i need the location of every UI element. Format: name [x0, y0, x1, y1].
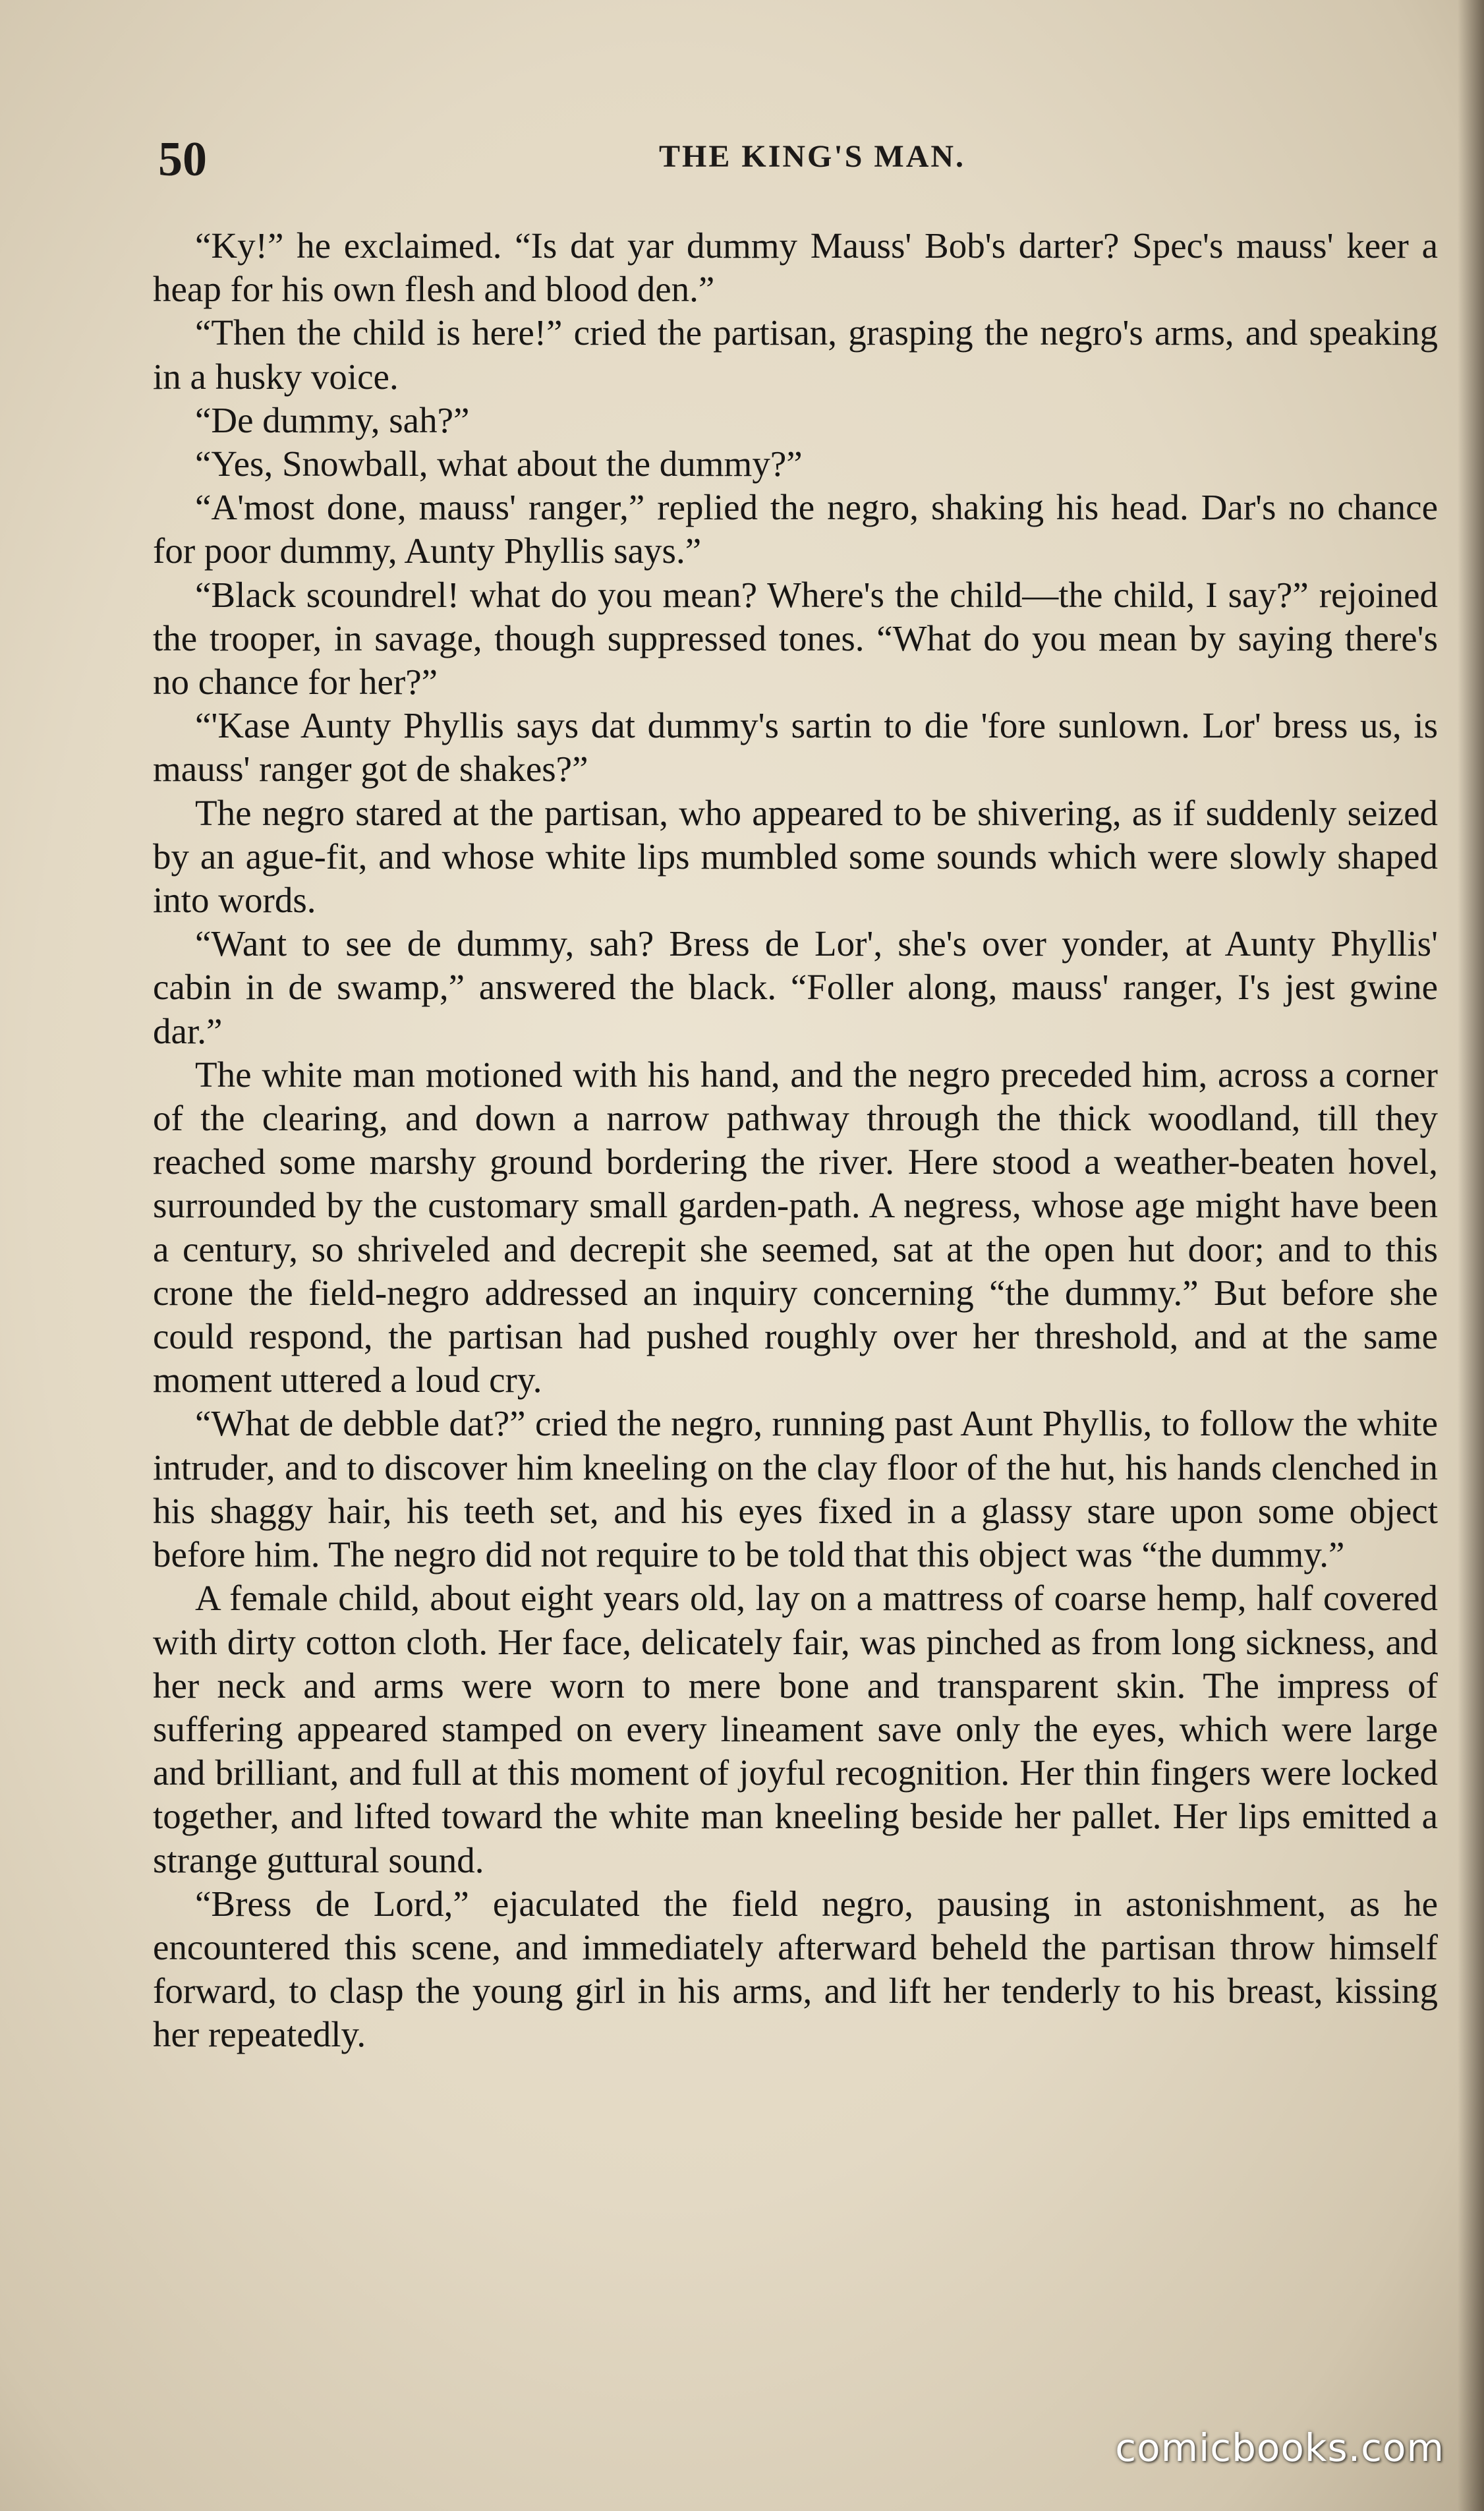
paragraph: “Want to see de dummy, sah? Bress de Lor', she's over yonder, at Aunty Phyllis' cabin in de swamp,” answered the black. “Foller along, mauss' ranger, I's jest gwine dar.”: [153, 923, 1438, 1051]
paragraph: “Yes, Snowball, what about the dummy?”: [195, 444, 803, 484]
paragraph: The negro stared at the partisan, who appeared to be shivering, as if suddenly seized by an ague-fit, and whose white lips mumbled some sounds which were slowly shaped into words.: [153, 792, 1438, 921]
paragraph: “Bress de Lord,” ejaculated the field negro, pausing in astonishment, as he encountered this scene, and immediately afterward beheld the partisan throw himself forward, to clasp the young girl in his arms, and lift her tenderly to his breast, kissing her repeatedly.: [153, 1883, 1438, 2055]
paragraph: A female child, about eight years old, lay on a mattress of coarse hemp, half covered with dirty cotton cloth. Her face, delicately fair, was pinched as from long sickness, and her neck and arms were worn to mere bone and transparent skin. The impress of suffering appeared stamped on every lineament save only the eyes, which were large and brilliant, and full at this moment of joyful recognition. Her thin fingers were locked together, and lifted toward the white man kneeling beside her pallet. Her lips emitted a strange guttural sound.: [153, 1578, 1438, 1880]
paragraph: “Black scoundrel! what do you mean? Where's the child—the child, I say?” rejoined the trooper, in savage, though suppressed tones. “What do you mean by saying there's no chance for her?”: [153, 574, 1438, 703]
page-number: 50: [158, 132, 207, 187]
page-header: [158, 132, 1450, 191]
paragraph: “Then the child is here!” cried the partisan, grasping the negro's arms, and speaking in a husky voice.: [153, 312, 1438, 397]
site-watermark: comicbooks.com: [1115, 2425, 1444, 2470]
running-title: THE KING'S MAN.: [659, 139, 966, 174]
paragraph: The white man motioned with his hand, and the negro preceded him, across a corner of the clearing, and down a narrow pathway through the thick woodland, till they reached some marshy ground bordering the river. Here stood a weather-beaten hovel, surrounded by the customary small garden-path. A negress, whose age might have been a century, so shriveled and decrepit she seemed, sat at the open hut door; and to this crone the field-negro addressed an inquiry concerning “the dummy.” But before she could respond, the partisan had pushed roughly over her threshold, and at the same moment uttered a loud cry.: [153, 1054, 1438, 1400]
paragraph: “De dummy, sah?”: [195, 399, 470, 440]
body-text: [153, 224, 1438, 2057]
paragraph: “Ky!” he exclaimed. “Is dat yar dummy Mauss' Bob's darter? Spec's mauss' keer a heap for his own flesh and blood den.”: [153, 225, 1438, 310]
paragraph: “'Kase Aunty Phyllis says dat dummy's sartin to die 'fore sunlown. Lor' bress us, is mauss' ranger got de shakes?”: [153, 705, 1438, 790]
paragraph: “What de debble dat?” cried the negro, running past Aunt Phyllis, to follow the white intruder, and to discover him kneeling on the clay floor of the hut, his hands clenched in his shaggy hair, his teeth set, and his eyes fixed in a glassy stare upon some object before him. The negro did not require to be told that this object was “the dummy.”: [153, 1403, 1438, 1575]
paragraph: “A'most done, mauss' ranger,” replied the negro, shaking his head. Dar's no chance for poor dummy, Aunty Phyllis says.”: [153, 487, 1438, 571]
